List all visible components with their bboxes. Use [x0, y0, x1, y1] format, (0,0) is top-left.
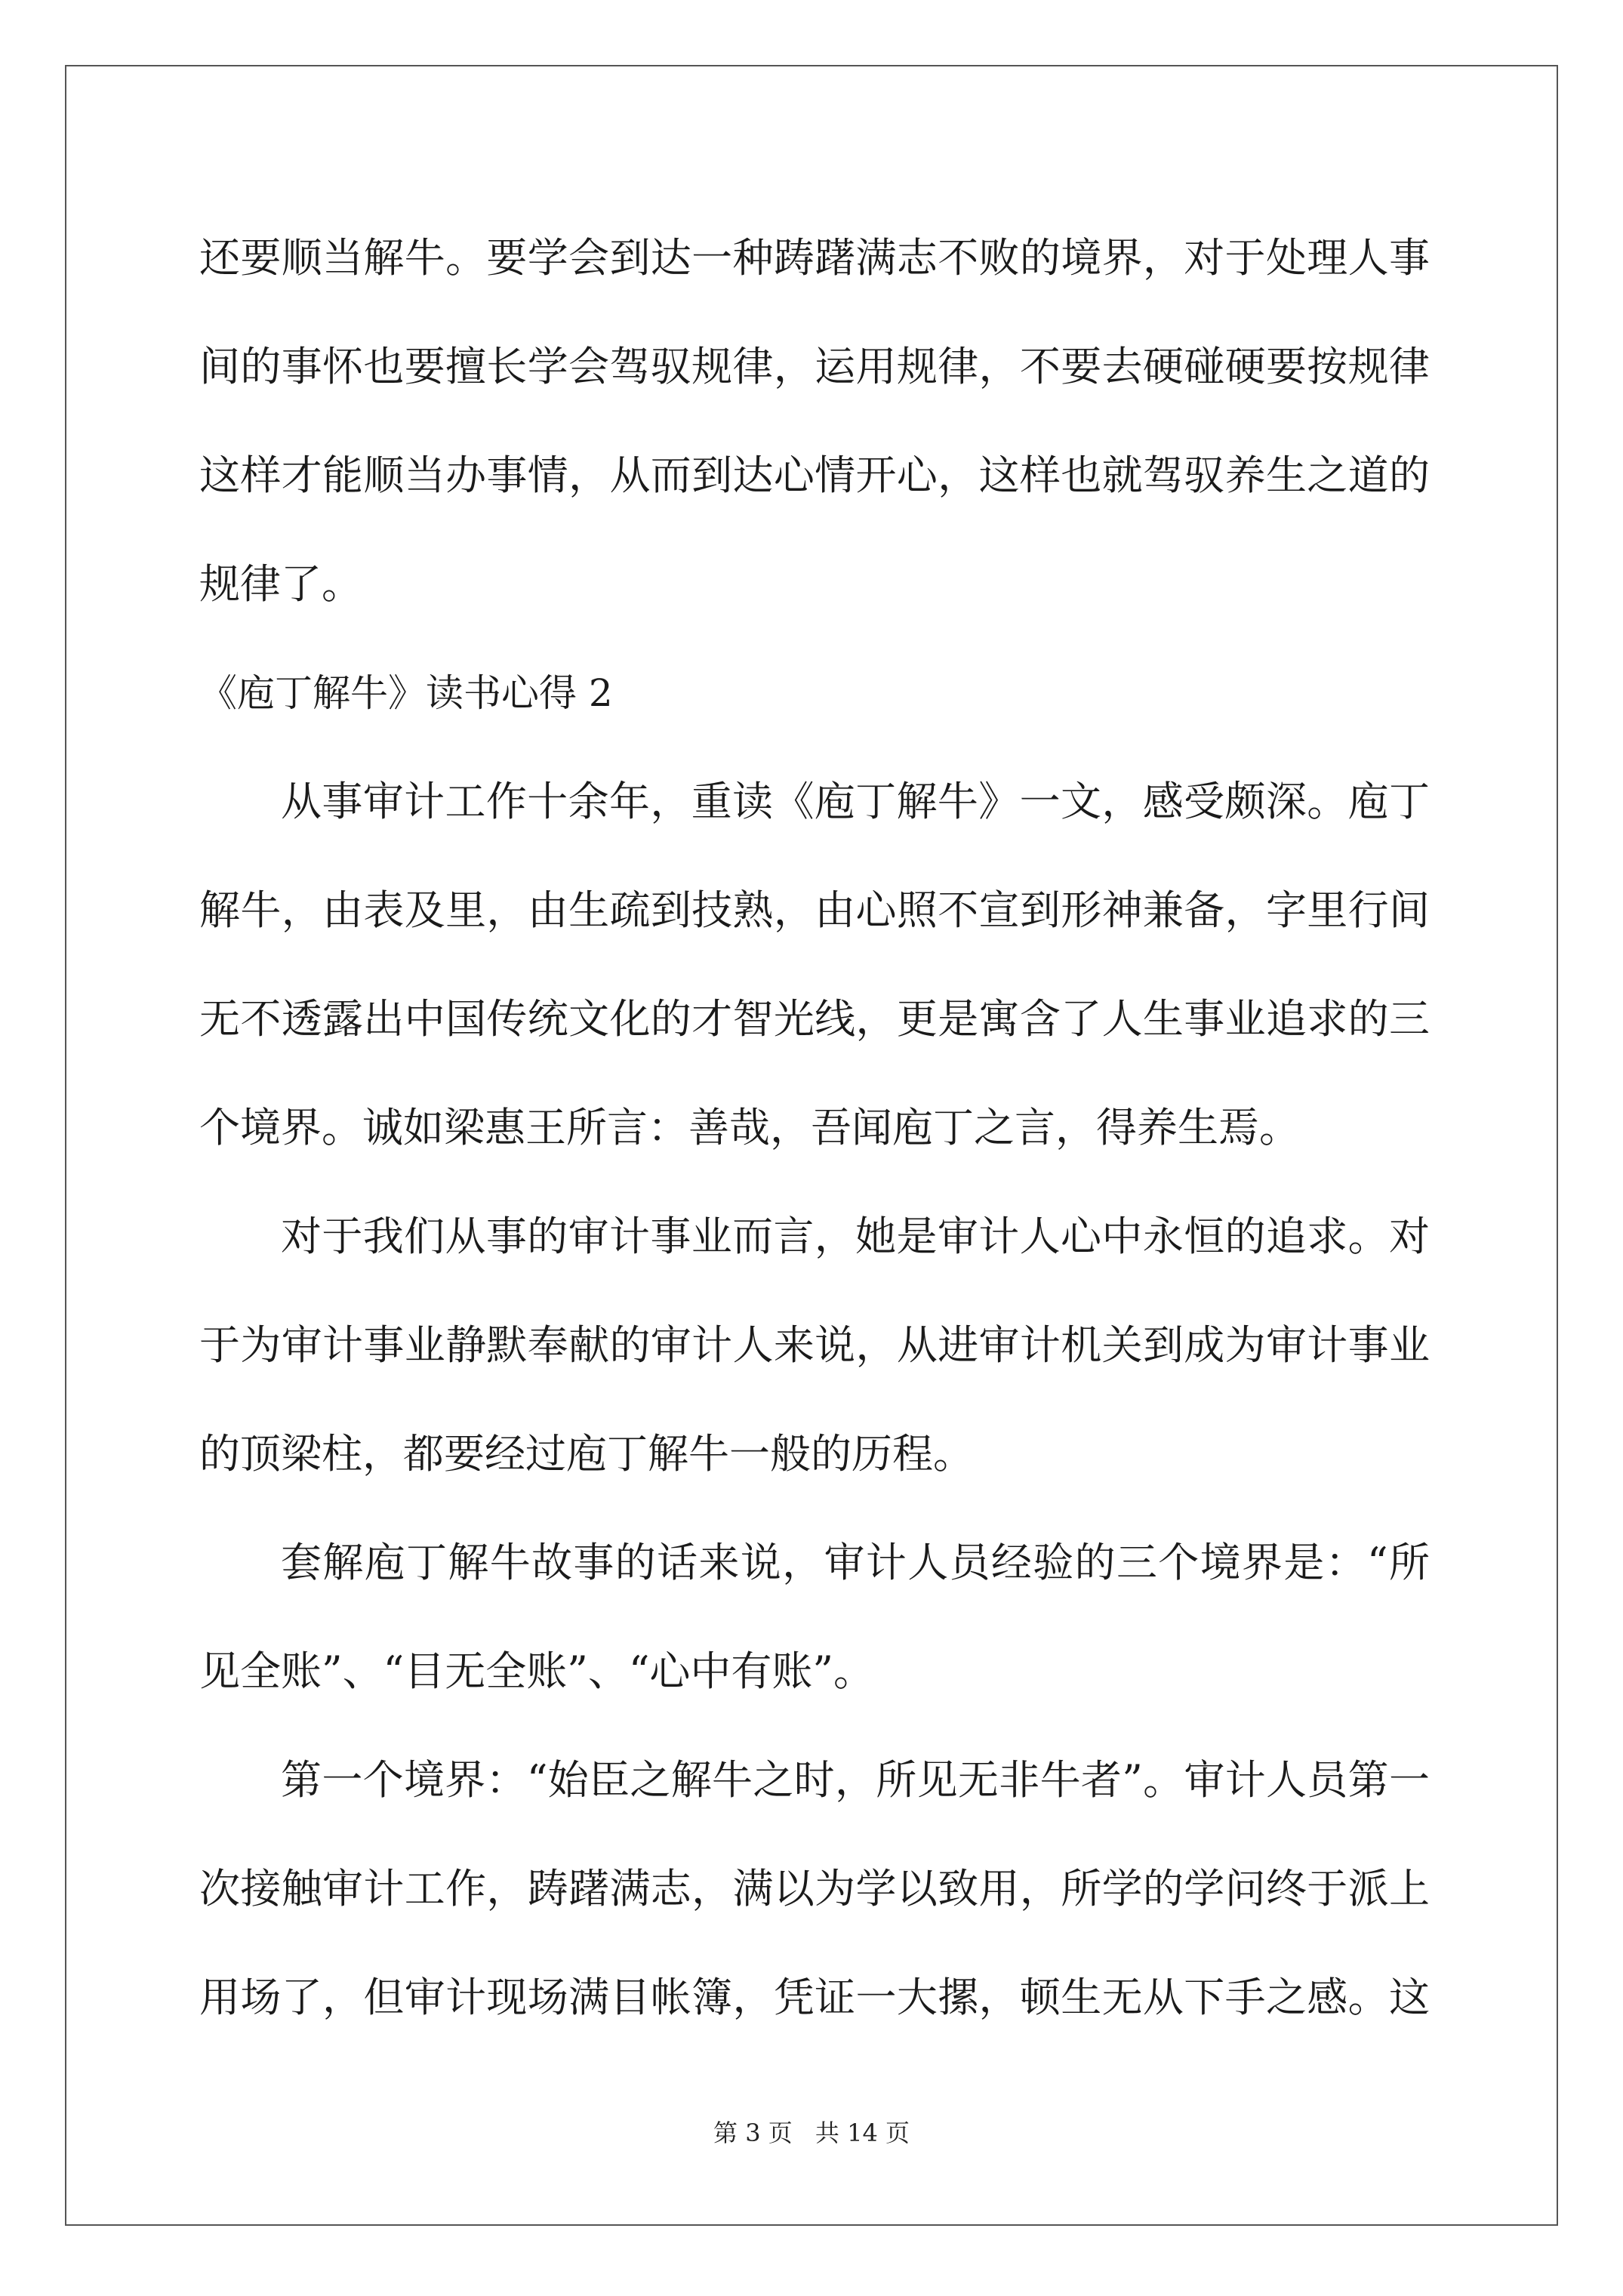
paragraph: [199, 747, 1430, 1182]
page-number: 第 3 页: [713, 2119, 793, 2147]
text-line: 解牛，由表及里，由生疏到技熟，由心照不宣到形神兼备，字里行间: [199, 886, 1430, 934]
text-line: 无不透露出中国传统文化的才智光线，更是寓含了人生事业追求的三: [199, 995, 1430, 1043]
document-body: [199, 204, 1430, 2052]
text-line: 规律了。: [199, 560, 362, 608]
page-footer: [0, 2114, 1623, 2149]
text-line: 间的事怀也要擅长学会驾驭规律，运用规律，不要去硬碰硬要按规律: [199, 343, 1430, 390]
paragraph-continuation: [199, 204, 1430, 639]
text-line: 这样才能顺当办事情，从而到达心情开心，这样也就驾驭养生之道的: [199, 451, 1430, 499]
text-line: 于为审计事业静默奉献的审计人来说，从进审计机关到成为审计事业: [199, 1321, 1430, 1369]
text-line: 第一个境界：“始臣之解牛之时，所见无非牛者”。审计人员第一: [281, 1756, 1430, 1804]
text-line: 见全账”、“目无全账”、“心中有账”。: [199, 1647, 875, 1695]
page-total: 共 14 页: [815, 2119, 910, 2147]
text-line: 对于我们从事的审计事业而言，她是审计人心中永恒的追求。对: [281, 1213, 1430, 1260]
paragraph: [199, 1182, 1430, 1509]
text-line: 用场了，但审计现场满目帐簿，凭证一大摞，顿生无从下手之感。这: [199, 1974, 1430, 2021]
text-line: 从事审计工作十余年，重读《庖丁解牛》一文，感受颇深。庖丁: [281, 778, 1430, 825]
paragraph: [199, 1726, 1430, 2052]
section-heading: [199, 639, 1430, 747]
text-line: 套解庖丁解牛故事的话来说，审计人员经验的三个境界是：“所: [281, 1539, 1430, 1586]
paragraph: [199, 1509, 1430, 1726]
text-line: 还要顺当解牛。要学会到达一种踌躇满志不败的境界，对于处理人事: [199, 234, 1430, 282]
text-line: 次接触审计工作，踌躇满志，满以为学以致用，所学的学问终于派上: [199, 1865, 1430, 1912]
text-line: 个境界。诚如梁惠王所言：善哉，吾闻庖丁之言，得养生焉。: [199, 1104, 1300, 1151]
heading-text: 《庖丁解牛》读书心得 2: [199, 671, 613, 715]
text-line: 的顶梁柱，都要经过庖丁解牛一般的历程。: [199, 1430, 974, 1478]
